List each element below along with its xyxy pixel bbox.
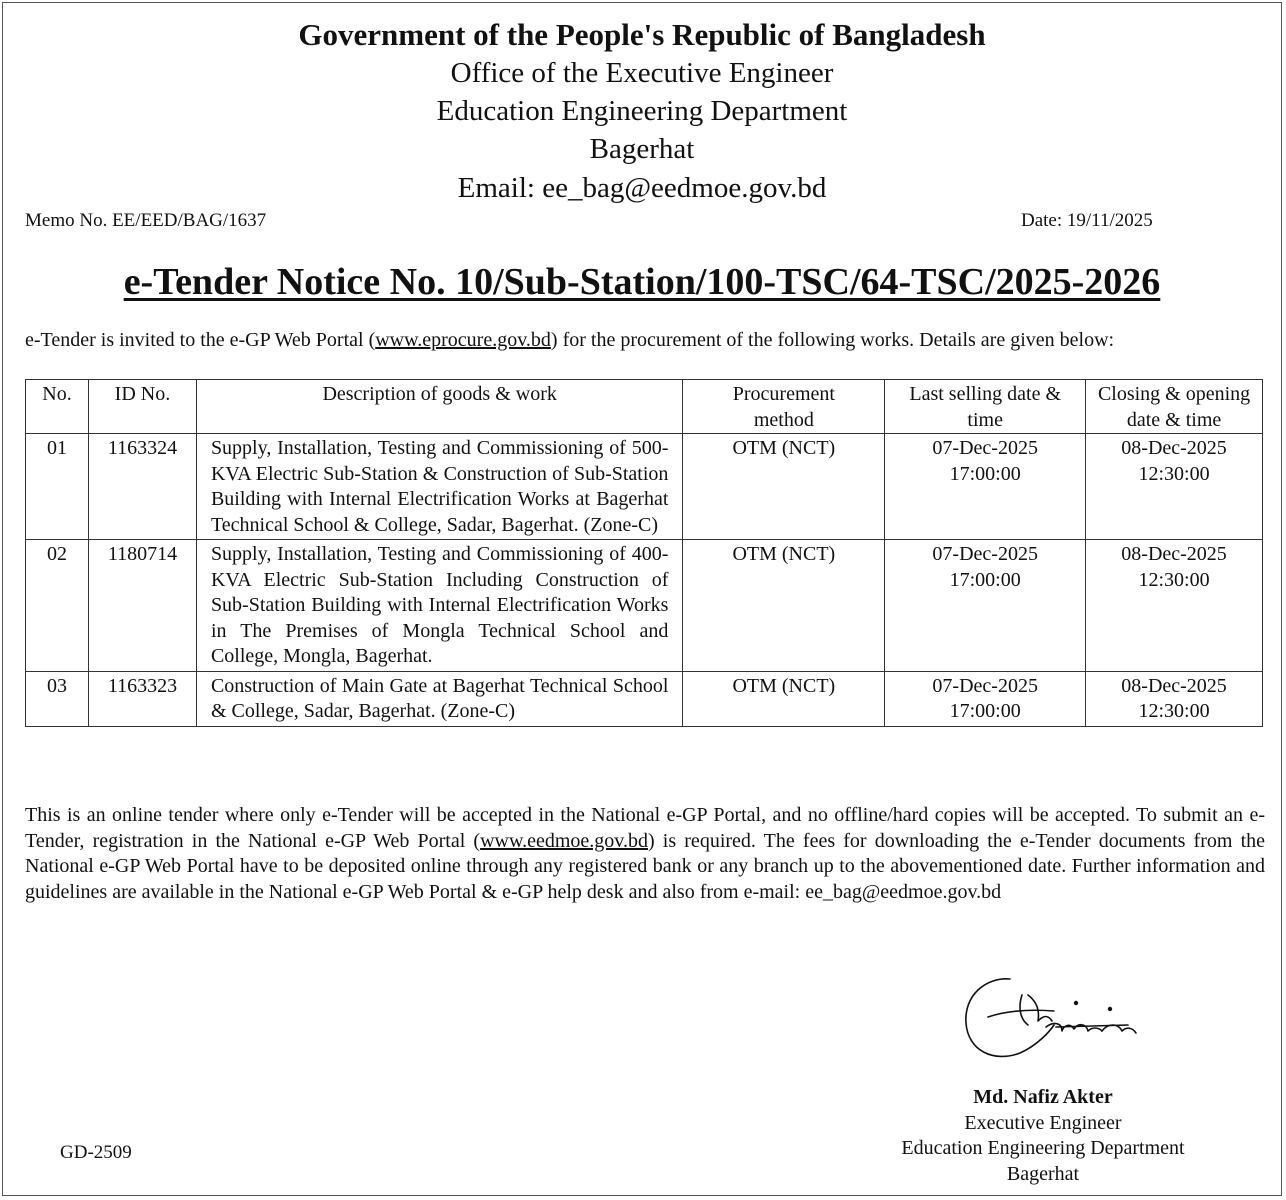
eedmoe-link[interactable]: www.eedmoe.gov.bd [480, 829, 648, 852]
header-description: Description of goods & work [196, 380, 682, 434]
footer-paragraph [25, 803, 1265, 905]
header-closing-line2: date & time [1126, 408, 1222, 431]
notice-page [2, 2, 1282, 1196]
table-row [26, 540, 1263, 672]
closing-time: 12:30:00 [1138, 700, 1210, 722]
row-id: 1163323 [88, 671, 196, 726]
row-closing [1086, 671, 1263, 726]
intro-paragraph [25, 329, 1114, 352]
table-header-row [26, 380, 1263, 434]
closing-time: 12:30:00 [1138, 462, 1210, 485]
selling-date: 07-Dec-2025 [932, 543, 1038, 565]
selling-date: 07-Dec-2025 [932, 674, 1038, 697]
header-last-selling [885, 380, 1086, 434]
row-id: 1180714 [88, 540, 196, 672]
row-description: Supply, Installation, Testing and Commissioning of 400-KVA Electric Sub-Station Including Construction of Sub-Station Building with Internal Electrification Works in The Premises of Mongla Technical School and College, Mongla, Bagerhat. [196, 540, 682, 672]
row-no: 01 [26, 434, 89, 540]
header-selling-line1: Last selling date & [909, 383, 1062, 405]
office-heading: Office of the Executive Engineer [450, 57, 834, 89]
signatory-block [873, 1085, 1213, 1187]
row-selling [885, 671, 1086, 726]
header-method-line1: Procurement [732, 383, 835, 405]
signatory-designation: Executive Engineer [964, 1111, 1122, 1134]
memo-date: Date: 19/11/2025 [1021, 210, 1153, 231]
footer-text-part1: This is an online tender where only e-Tender will be accepted in the National e-GP Portal, and no offline/hard copies will be accepted. To submit an e-Tender, registration in the National e-GP Web Portal ( [25, 804, 1265, 852]
closing-date: 08-Dec-2025 [1121, 674, 1227, 697]
email-heading: Email: ee_bag@eedmoe.gov.bd [457, 172, 827, 204]
row-method: OTM (NCT) [683, 671, 885, 726]
header-procurement-method [683, 380, 885, 434]
table-row [26, 671, 1263, 726]
row-selling [885, 434, 1086, 540]
header-closing-opening [1086, 380, 1263, 434]
selling-time: 17:00:00 [949, 568, 1021, 591]
government-heading: Government of the People's Republic of Bangladesh [298, 17, 986, 52]
row-closing [1086, 434, 1263, 540]
header-method-line2: method [753, 408, 814, 431]
department-heading: Education Engineering Department [436, 95, 848, 127]
eprocure-link[interactable]: www.eprocure.gov.bd [375, 329, 551, 351]
row-selling [885, 540, 1086, 672]
table-row [26, 434, 1263, 540]
row-method: OTM (NCT) [683, 540, 885, 672]
notice-title: e-Tender Notice No. 10/Sub-Station/100-TSC/64-TSC/2025-2026 [123, 261, 1161, 303]
row-description: Construction of Main Gate at Bagerhat Technical School & College, Sadar, Bagerhat. (Zone-C) [196, 671, 682, 726]
header-no: No. [26, 380, 89, 434]
selling-time: 17:00:00 [949, 700, 1021, 722]
header-id: ID No. [88, 380, 196, 434]
closing-time: 12:30:00 [1138, 568, 1210, 591]
closing-date: 08-Dec-2025 [1121, 437, 1227, 459]
memo-number: Memo No. EE/EED/BAG/1637 [25, 210, 267, 231]
row-closing [1086, 540, 1263, 672]
footer-text-part2: ) is required. The fees for downloading the e-Tender documents from the National e-GP Web Portal have to be deposited online through any registered bank or any branch up to the abovementioned date. Further information and guidelines are available in the National e-GP Web Portal & e-GP help desk and also from e-mail: ee_bag@eedmoe.gov.bd [25, 829, 1266, 903]
tender-table [25, 379, 1263, 727]
row-id: 1163324 [88, 434, 196, 540]
header-closing-line1: Closing & opening [1097, 383, 1251, 405]
row-no: 03 [26, 671, 89, 726]
row-no: 02 [26, 540, 89, 672]
signatory-district: Bagerhat [1006, 1162, 1080, 1185]
intro-text-after: ) for the procurement of the following works. Details are given below: [550, 329, 1115, 351]
selling-date: 07-Dec-2025 [932, 437, 1038, 459]
intro-text-before: e-Tender is invited to the e-GP Web Portal ( [25, 329, 376, 351]
signatory-name: Md. Nafiz Akter [973, 1086, 1113, 1108]
signature-mark [958, 965, 1158, 1075]
gd-number: GD-2509 [60, 1142, 132, 1163]
district-heading: Bagerhat [589, 133, 695, 165]
header-selling-line2: time [967, 408, 1003, 431]
signatory-department: Education Engineering Department [901, 1137, 1185, 1159]
closing-date: 08-Dec-2025 [1121, 543, 1227, 565]
row-method: OTM (NCT) [683, 434, 885, 540]
selling-time: 17:00:00 [949, 462, 1021, 485]
row-description: Supply, Installation, Testing and Commissioning of 500-KVA Electric Sub-Station & Construction of Sub-Station Building with Internal Electrification Works at Bagerhat Technical School & College, Sadar, Bagerhat. (Zone-C) [196, 434, 682, 540]
